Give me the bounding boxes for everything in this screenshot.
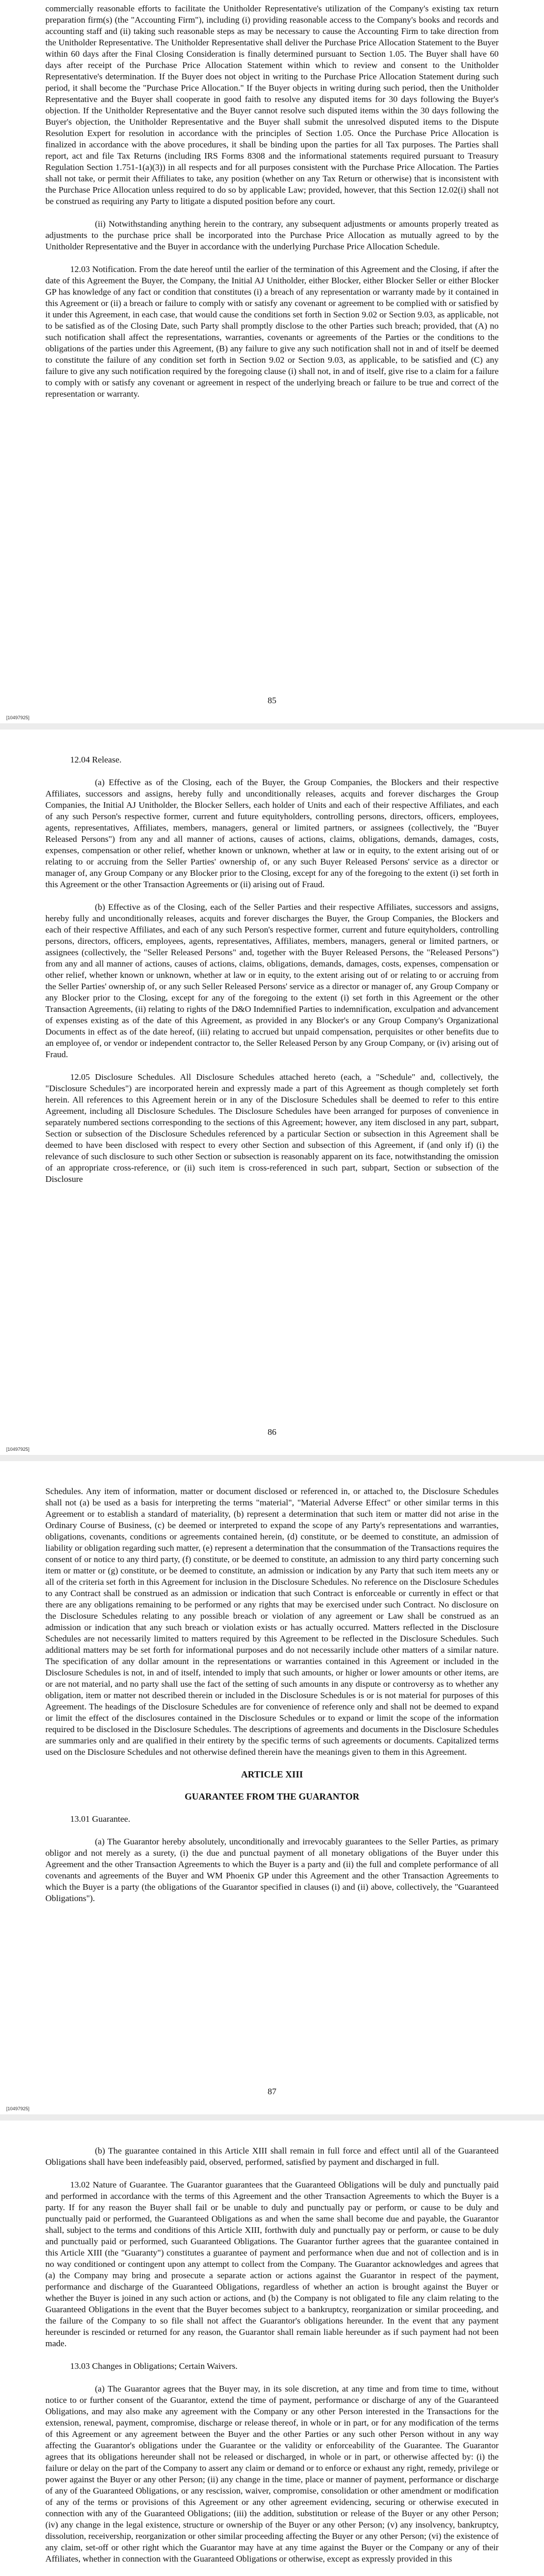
paragraph-12-05-continued: Schedules. Any item of information, matter or document disclosed or referenced in, or attached to, the Disclosure Schedules shall not (a) be used as a basis for interpreting the terms "material", "Material Adverse Effect" or other similar terms in this Agreement or to establish a standard of materiality, (b) represent a determination that such item or matter did not arise in the Ordinary Course of Business, (c) be deemed or interpreted to expand the scope of any Party's representations and warranties, obligations, covenants, conditions or agreements contained herein, (d) constitute, or be deemed to constitute, an admission of liability or obligation regarding such matter, (e) represent a determination that the consummation of the Transactions requires the consent of or notice to any third party, (f) constitute, or be deemed to constitute, an admission to any third party concerning such item or matter or (g) constitute, or be deemed to constitute, an admission or indication by any Party that such item meets any or all of the criteria set forth in this Agreement for inclusion in the Disclosure Schedules. No reference on the Disclosure Schedules to any Contract shall be construed as an admission or indication that such Contract is enforceable or currently in effect or that there are any obligations remaining to be performed or any rights that may be exercised under such Contract. No disclosure on the Disclosure Schedules relating to any possible breach or violation of any agreement or Law shall be construed as an admission or indication that any such breach or violation exists or has actually occurred. Matters reflected in the Disclosure Schedules are not necessarily limited to matters required by this Agreement to be reflected in the Disclosure Schedules. Such additional matters may be set forth for informational purposes and do not necessarily include other matters of a similar nature. The specification of any dollar amount in the representations or warranties contained in this Agreement or included in the Disclosure Schedules is not, in and of itself, intended to imply that such amounts, or higher or lower amounts or other items, are or are not material, and no party shall use the fact of the setting of such amounts in any dispute or controversy as to whether any obligation, item or matter not described therein or included in the Disclosure Schedules is or is not material for purposes of this Agreement. The headings of the Disclosure Schedules are for convenience of reference only and shall not be deemed to expand or limit the effect of the disclosures contained in the Disclosure Schedules or to expand or limit the scope of the information required to be disclosed in the Disclosure Schedules. The descriptions of agreements and documents in the Disclosure Schedules are summaries only and are qualified in their entirety by the specific terms of such agreements or documents. Capitalized terms used on the Disclosure Schedules and not otherwise defined therein have the meanings given to them in this Agreement. (45, 1486, 499, 1757)
document-footer-code: [10497925] (6, 2106, 30, 2111)
page-85 (0, 0, 544, 411)
paragraph-12-02-i-continued: commercially reasonable efforts to facilitate the Unitholder Representative's utilization of the Company's existing tax return preparation firm(s) (the "Accounting Firm"), including (i) providing reasonable access to the Company's books and records and accounting staff and (ii) taking such reasonable steps as may be necessary to cause the Accounting Firm to take direction from the Unitholder Representative. The Unitholder Representative shall deliver the Purchase Price Allocation Statement to the Buyer within 60 days after the Final Closing Consideration is finally determined pursuant to Section 1.05. The Buyer shall have 60 days after receipt of the Purchase Price Allocation Statement within which to review and consent to the Unitholder Representative's determination. If the Buyer does not object in writing to the Purchase Price Allocation Statement during such period, it shall become the "Purchase Price Allocation." If the Buyer objects in writing during such period, then the Unitholder Representative and the Buyer shall cooperate in good faith to resolve any disputed items for 30 days following the Buyer's objection. If the Unitholder Representative and the Buyer cannot resolve such disputed items within the 30 days following the Buyer's objection, the Unitholder Representative and the Buyer shall submit the unresolved disputed items to the Dispute Resolution Expert for resolution in accordance with the principles of Section 1.05. Once the Purchase Price Allocation is finalized in accordance with the above procedures, it shall be binding upon the parties for all Tax purposes. The Parties shall report, act and file Tax Returns (including IRS Forms 8308 and the informational statements required pursuant to Treasury Regulation Section 1.751-1(a)(3)) in all respects and for all purposes consistent with the Purchase Price Allocation. The Parties shall not take, or permit their Affiliates to take, any position (whether on any Tax Return or otherwise) that is inconsistent with the Purchase Price Allocation unless required to do so by applicable Law; provided, however, that this Section 12.02(i) shall not be construed as requiring any Party to litigate a disputed position before any court. (45, 4, 499, 206)
article-subtitle: GUARANTEE FROM THE GUARANTOR (185, 1791, 359, 1802)
document-footer-code: [10497925] (6, 715, 30, 720)
paragraph-13-02-nature-of-guarantee: 13.02 Nature of Guarantee. The Guarantor guarantees that the Guaranteed Obligations will be duly and punctually paid and performed in accordance with the terms of this Agreement and the other Transaction Agreements to which the Buyer is a party. If for any reason the Buyer shall fail or be unable to duly and punctually pay or perform, or cause to be duly and punctually paid or performed, the Guaranteed Obligations as and when the same shall become due and payable, the Guarantor shall, subject to the terms and conditions of this Article XIII, forthwith duly and punctually pay or perform, or cause to be duly and punctually paid or performed, such Guaranteed Obligations. The Guarantor further agrees that the guarantee contained in this Article XIII (the "Guaranty") constitutes a guarantee of payment and performance when due and not of collection and is in no way conditioned or contingent upon any attempt to collect from the Company. The Guarantor acknowledges and agrees that (a) the Company may bring and prosecute a separate action or actions against the Guarantor in respect of the payment, performance and discharge of the Guaranteed Obligations, regardless of whether an action is brought against the Buyer or whether the Buyer is joined in any such action or actions, and (b) the Company is not obligated to file any claim relating to the Guaranteed Obligations in the event that the Buyer becomes subject to a bankruptcy, reorganization or similar proceeding, and the failure of the Company to so file shall not affect the Guarantor's obligations hereunder. In the event that any payment hereunder is rescinded or returned for any reason, the Guarantor shall remain liable hereunder as if such payment had not been made. (45, 2180, 499, 2348)
page-separator (0, 1455, 544, 1461)
page-number: 85 (268, 696, 276, 705)
paragraph-12-04-b: (b) Effective as of the Closing, each of the Seller Parties and their respective Affiliates, successors and assigns, hereby fully and unconditionally releases, acquits and forever discharges the Buyer, the Group Companies, the Blockers and each of their respective Affiliates, and each of any such Person's respective former, current and future equityholders, controlling persons, directors, officers, employees, agents, representatives, Affiliates, members, managers, general or limited partners, or assignees (collectively, the "Seller Released Persons" and, together with the Buyer Released Persons, the "Released Persons") from any and all manner of actions, causes of actions, claims, obligations, demands, damages, costs, expenses, compensation or other relief, whether known or unknown, whether at law or in equity, to the extent arising out of or relating to or accruing from the Seller Parties' ownership of, or any such Seller Released Persons' service as a director or manager of, any Group Company or any Blocker prior to the Closing, except for any of the foregoing to the extent (i) set forth in this Agreement or the other Transaction Agreements, (ii) relating to rights of the D&O Indemnified Parties to indemnification, exculpation and advancement of expenses existing as of the date of this Agreement, as provided in any Blocker's or any Group Company's Organizational Documents in effect as of the date hereof, (iii) relating to accrued but unpaid compensation, perquisites or other benefits due to an employee of, or vendor or independent contractor to, the Seller Released Person by any Group Company, or (iv) arising out of Fraud. (45, 902, 499, 1059)
paragraph-12-02-ii: (ii) Notwithstanding anything herein to the contrary, any subsequent adjustments or amounts properly treated as adjustments to the purchase price shall be incorporated into the Purchase Price Allocation as mutually agreed to by the Unitholder Representative and the Buyer in accordance with the underlying Purchase Price Allocation Schedule. (45, 219, 499, 251)
page-number: 86 (268, 1427, 276, 1437)
page-separator (0, 2114, 544, 2121)
page-86 (0, 732, 544, 1196)
section-12-04-release-heading: 12.04 Release. (70, 755, 122, 765)
page-88 (0, 2123, 544, 2576)
document-footer-code: [10497925] (6, 1447, 30, 1452)
section-13-01-guarantee-heading: 13.01 Guarantee. (70, 1814, 130, 1824)
page-87 (0, 1463, 544, 1916)
paragraph-12-03-notification: 12.03 Notification. From the date hereof until the earlier of the termination of this Agreement and the Closing, if after the date of this Agreement the Buyer, the Company, the Initial AJ Unitholder, either Blocker, either Blocker Seller or either Blocker GP has knowledge of any fact or condition that constitutes (i) a breach of any representation or warranty made by it contained in this Agreement or (ii) a breach or failure to comply with or satisfy any covenant or agreement to be complied with or satisfied by it under this Agreement, in each case, that would cause the conditions set forth in Section 9.02 or Section 9.03, as applicable, not to be satisfied as of the Closing Date, such Party shall promptly disclose to the other Parties such breach; provided, that (A) no such notification shall affect the representations, warranties, covenants or agreements of the Parties or the conditions to the obligations of the parties under this Agreement, (B) any failure to give any such notification shall not in and of itself be deemed to constitute the failure of any condition set forth in Section 9.02 or Section 9.03, as applicable, to be satisfied and (C) any failure to give any such notification required by the foregoing clause (i) shall not, in and of itself, give rise to a claim for a failure to comply with or satisfy any covenant or agreement in respect of the underlying breach or failure to be true and correct of the representation or warranty. (45, 264, 499, 399)
paragraph-12-04-a: (a) Effective as of the Closing, each of the Buyer, the Group Companies, the Blockers and their respective Affiliates, successors and assigns, hereby fully and unconditionally releases, acquits and forever discharges the Group Companies, the Initial AJ Unitholder, the Blocker Sellers, each holder of Units and each of their respective Affiliates, and each of any such Person's respective former, current and future equityholders, controlling persons, directors, officers, employees, agents, representatives, Affiliates, members, managers, general or limited partners, or assignees (collectively, the "Buyer Released Persons") from any and all manner of actions, causes of actions, claims, obligations, demands, damages, costs, expenses, compensation or other relief, whether known or unknown, whether at law or in equity, to the extent arising out of or relating to or accruing from the Seller Parties' ownership of, or any such Buyer Released Persons' service as a director or manager of, any Group Company or any Blocker prior to the Closing, except for any of the foregoing to the extent (i) set forth in this Agreement or the other Transaction Agreements or (ii) arising out of Fraud. (45, 777, 499, 889)
page-separator (0, 723, 544, 730)
paragraph-13-01-b: (b) The guarantee contained in this Article XIII shall remain in full force and effect until all of the Guaranteed Obligations shall have been indefeasibly paid, observed, performed, satisfied by payment and discharged in full. (45, 2146, 499, 2167)
section-13-03-heading: 13.03 Changes in Obligations; Certain Waivers. (70, 2361, 238, 2371)
paragraph-13-03-a: (a) The Guarantor agrees that the Buyer may, in its sole discretion, at any time and from time to time, without notice to or further consent of the Guarantor, extend the time of payment, performance or discharge of any of the Guaranteed Obligations, and may also make any agreement with the Company or any other Person interested in the Transactions for the extension, renewal, payment, compromise, discharge or release thereof, in whole or in part, or for any modification of the terms of this Agreement or any agreement between the Buyer and the other Parties or any such other Person without in any way affecting the Guarantor's obligations under the Guarantee or the validity or enforceability of the Guarantee. The Guarantor agrees that its obligations hereunder shall not be released or discharged, in whole or in part, or otherwise affected by: (i) the failure or delay on the part of the Company to assert any claim or demand or to enforce or exhaust any right, remedy, privilege or power against the Buyer or any other Person; (ii) any change in the time, place or manner of payment, performance or discharge of any of the Guaranteed Obligations, or any rescission, waiver, compromise, consolidation or other amendment or modification of any of the terms or provisions of this Agreement or any other agreement evidencing, securing or otherwise executed in connection with any of the Guaranteed Obligations; (iii) the addition, substitution or release of the Buyer or any other Person; (iv) any change in the legal existence, structure or ownership of the Buyer or any other Person; (v) any insolvency, bankruptcy, dissolution, receivership, reorganization or other similar proceeding affecting the Buyer or any other Person; (vi) the existence of any claim, set-off or other right which the Guarantor may have at any time against the Buyer or the Company or any of their Affiliates, whether in connection with the Guaranteed Obligations or otherwise, except as expressly provided in this (45, 2384, 499, 2564)
paragraph-12-05-disclosure-schedules: 12.05 Disclosure Schedules. All Disclosure Schedules attached hereto (each, a "Schedule" and, collectively, the "Disclosure Schedules") are incorporated herein and expressly made a part of this Agreement as though completely set forth herein. All references to this Agreement herein or in any of the Disclosure Schedules shall be deemed to refer to this entire Agreement, including all Disclosure Schedules. The Disclosure Schedules have been arranged for purposes of convenience in separately numbered sections corresponding to the sections of this Agreement; however, any item disclosed in any part, subpart, Section or subsection of the Disclosure Schedules referenced by a particular Section or subsection in this Agreement shall be deemed to have been disclosed with respect to every other Section and subsection of this Agreement, if (and only if) (i) the relevance of such disclosure to such other Section or subsection is reasonably apparent on its face, notwithstanding the omission of an appropriate cross-reference, or (ii) such item is cross-referenced in such part, subpart, Section or subsection of the Disclosure (45, 1072, 499, 1184)
article-title: ARTICLE XIII (241, 1769, 303, 1780)
paragraph-13-01-a: (a) The Guarantor hereby absolutely, unconditionally and irrevocably guarantees to the Seller Parties, as primary obligor and not merely as a surety, (i) the due and punctual payment of all monetary obligations of the Buyer under this Agreement and the other Transaction Agreements to which the Buyer is a party and (ii) the full and complete performance of all covenants and agreements of the Buyer and WM Phoenix GP under this Agreement and the other Transaction Agreements to which the Buyer is a party (the obligations of the Guarantor specified in clauses (i) and (ii) above, collectively, the "Guaranteed Obligations"). (45, 1837, 499, 1903)
page-number: 87 (268, 2087, 276, 2096)
